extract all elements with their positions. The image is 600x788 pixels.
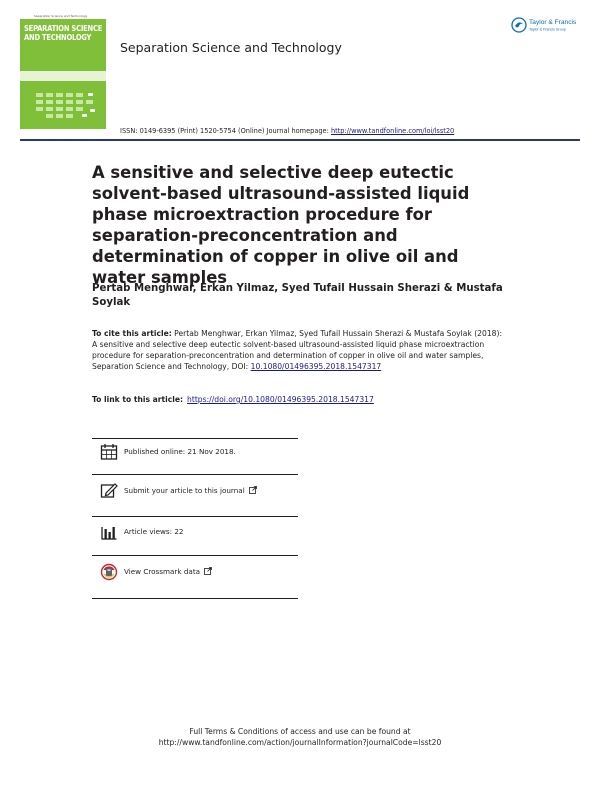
article-authors: Pertab Menghwar, Erkan Yilmaz, Syed Tufail Hussain Sherazi & Mustafa Soylak	[92, 283, 503, 308]
journal-title[interactable]: Separation Science and Technology	[120, 40, 342, 55]
cover-pattern	[36, 93, 100, 121]
cover-title: SEPARATION SCIENCE AND TECHNOLOGY	[24, 24, 103, 42]
publisher-logo	[510, 15, 582, 37]
published-date: Published online: 21 Nov 2018.	[124, 447, 236, 456]
footer-terms-text: Full Terms & Conditions of access and use can be found at	[189, 727, 411, 736]
crossmark-row[interactable]	[98, 560, 296, 590]
article-doi-link[interactable]: https://doi.org/10.1080/01496395.2018.1547317	[187, 395, 374, 404]
meta-divider	[92, 598, 298, 599]
calendar-icon	[100, 443, 118, 461]
bar-chart-icon	[100, 523, 118, 541]
footer	[0, 726, 600, 748]
footer-terms-link[interactable]: http://www.tandfonline.com/action/journalInformation?journalCode=lsst20	[158, 738, 442, 747]
meta-divider	[92, 474, 298, 475]
journal-homepage-link[interactable]: http://www.tandfonline.com/loi/lsst20	[330, 127, 455, 135]
meta-divider	[92, 555, 298, 556]
header-divider	[20, 139, 580, 141]
published-row	[98, 440, 296, 470]
publisher-logo-group: Taylor & Francis Group	[529, 27, 566, 32]
publisher-logo-name: Taylor & Francis	[529, 19, 577, 26]
external-link-icon	[249, 486, 257, 494]
issn-text: ISSN: 0149-6395 (Print) 1520-5754 (Online) Journal homepage:	[120, 127, 331, 135]
issn-line	[120, 127, 454, 135]
meta-divider	[92, 438, 298, 439]
submit-article-link[interactable]: Submit your article to this journal	[124, 486, 245, 495]
edit-icon	[100, 482, 118, 500]
citation-text: Pertab Menghwar, Erkan Yilmaz, Syed Tufail Hussain Sherazi & Mustafa Soylak (2018): A sensitive and selective deep eutectic solvent-based ultrasound-assisted liquid phase microextraction procedure for separation-preconcentration and determination of copper in olive oil and water samples, Separation Science and Technology, DOI:	[92, 329, 503, 371]
article-link-label: To link to this article:	[92, 395, 184, 404]
meta-divider	[92, 516, 298, 517]
journal-cover-image	[20, 13, 106, 129]
crossmark-icon	[100, 563, 118, 581]
crossmark-link[interactable]: View Crossmark data	[124, 567, 201, 576]
submit-article-row[interactable]	[98, 479, 296, 509]
cover-band	[20, 71, 106, 81]
article-views-count: Article views: 22	[124, 527, 184, 536]
citation-doi-link[interactable]: 10.1080/01496395.2018.1547317	[250, 362, 382, 371]
citation-label: To cite this article:	[92, 329, 172, 338]
article-link-line	[92, 395, 374, 404]
article-views-row	[98, 520, 296, 550]
cover-top-strip: Separation Science and Technology	[20, 13, 106, 19]
citation-block	[92, 328, 504, 372]
external-link-icon	[204, 567, 212, 575]
article-title: A sensitive and selective deep eutectic solvent-based ultrasound-assisted liquid phase microextraction procedure for separation-preconcentration and determination of copper in olive oil and water samples	[92, 163, 470, 287]
